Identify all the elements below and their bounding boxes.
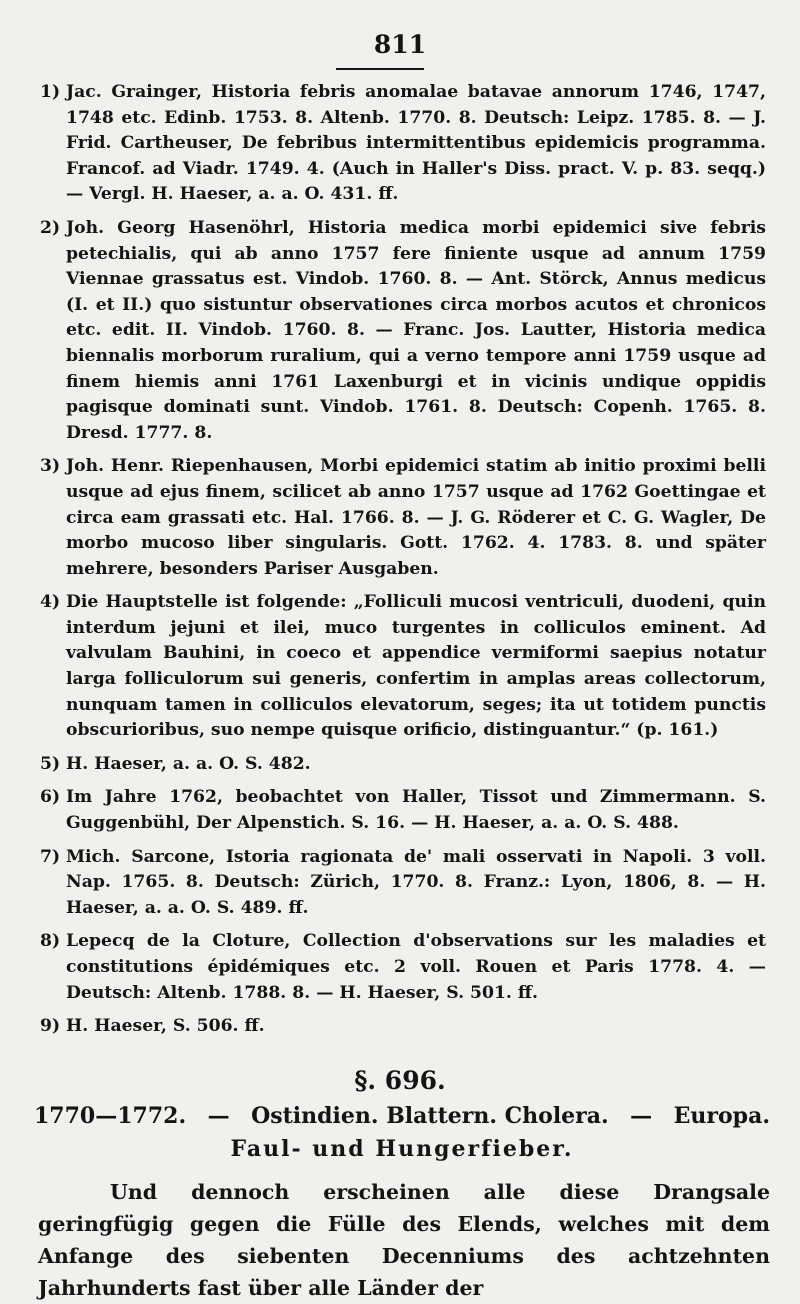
- section-heading: [34, 1100, 770, 1166]
- footnote-number: 8): [40, 931, 61, 952]
- body-paragraph: Und dennoch erscheinen alle diese Drangsale geringfügig gegen die Fülle des Elends, welches mit dem Anfange des siebenten Decenniums des achtzehnten Jahrhunderts fast über alle Länder der: [38, 1180, 770, 1300]
- section-number: §. 696.: [354, 1066, 446, 1095]
- footnote-text: Jac. Grainger, Historia febris anomalae batavae annorum 1746, 1747, 1748 etc. Edinb. 1753. 8. Altenb. 1770. 8. Deutsch: Leipz. 1785. 8. — J. Frid. Cartheuser, De febribus intermittentibus epidemicis programma. Francof. ad Viadr. 1749. 4. (Auch in Haller's Diss. pract. V. p. 83. seqq.) — Vergl. H. Haeser, a. a. O. 431. ff.: [66, 82, 766, 205]
- footnote-text: Joh. Henr. Riepenhausen, Morbi epidemici statim ab initio proximi belli usque ad ejus finem, scilicet ab anno 1757 usque ad 1762 Goettingae et circa eam grassati etc. Hal. 1766. 8. — J. G. Röderer et C. G. Wagler, De morbo mucoso liber singularis. Gott. 1762. 4. 1783. 8. und später mehrere, besonders Pariser Ausgaben.: [66, 456, 766, 579]
- page-number: 811: [373, 30, 427, 59]
- footnote-number: 5): [40, 753, 61, 774]
- footnote-number: 4): [40, 592, 61, 613]
- footnote: [40, 590, 766, 744]
- footnote-text: H. Haeser, S. 506. ff.: [66, 1016, 265, 1037]
- section-subheading: Faul- und Hungerfieber.: [230, 1136, 574, 1162]
- heading-dash: —: [207, 1103, 230, 1129]
- footnote: [40, 845, 766, 922]
- footnote: [40, 752, 766, 778]
- heading-places: Ostindien. Blattern. Cholera.: [251, 1103, 609, 1129]
- footnote-text: Joh. Georg Hasenöhrl, Historia medica morbi epidemici sive febris petechialis, qui ab anno 1757 fere finiente usque ad annum 1759 Viennae grassatus est. Vindob. 1760. 8. — Ant. Störck, Annus medicus (I. et II.) quo sistuntur observationes circa morbos acutos et chronicos etc. edit. II. Vindob. 1760. 8. — Franc. Jos. Lautter, Historia medica biennalis morborum ruralium, qui a verno tempore anni 1759 usque ad finem hiemis anni 1761 Laxenburgi et in vicinis undique oppidis pagisque dominati sunt. Vindob. 1761. 8. Deutsch: Copenh. 1765. 8. Dresd. 1777. 8.: [66, 217, 766, 443]
- footnote: [40, 216, 766, 446]
- footnote-number: 3): [40, 456, 61, 477]
- footnote-text: H. Haeser, a. a. O. S. 482.: [66, 753, 311, 774]
- footnote-text: Mich. Sarcone, Istoria ragionata de' mali osservati in Napoli. 3 voll. Nap. 1765. 8. Deutsch: Zürich, 1770. 8. Franz.: Lyon, 1806, 8. — H. Haeser, a. a. O. S. 489. ff.: [66, 846, 766, 918]
- header-rule: [336, 68, 424, 70]
- footnotes: [40, 80, 766, 1048]
- footnote: [40, 785, 766, 836]
- footnote-number: 1): [40, 82, 61, 102]
- footnote: [40, 80, 766, 208]
- footnote-number: 9): [40, 1016, 61, 1037]
- heading-region: Europa.: [673, 1103, 770, 1129]
- footnote: [40, 1014, 766, 1040]
- section-heading-line: [34, 1100, 770, 1133]
- footnote: [40, 929, 766, 1006]
- footnote-number: 2): [40, 217, 61, 238]
- footnote-text: Lepecq de la Cloture, Collection d'observations sur les maladies et constitutions épidémiques etc. 2 voll. Rouen et Paris 1778. 4. — Deutsch: Altenb. 1788. 8. — H. Haeser, S. 501. ff.: [66, 931, 766, 1003]
- footnote-number: 6): [40, 787, 61, 808]
- footnote-number: 7): [40, 846, 61, 867]
- footnote-text: Die Hauptstelle ist folgende: „Folliculi mucosi ventriculi, duodeni, quin interdum jejuni et ilei, muco turgentes in colliculos eminent. Ad valvulam Bauhini, in coeco et appendice vermiformi saepius notatur larga folliculorum sui generis, confertim in amplas areas collectorum, nunquam tamen in colliculos elevatorum, seges; ita ut totidem punctis obscurioribus, suo nempe quisque orificio, distinguantur.“ (p. 161.): [66, 592, 766, 741]
- footnote-text: Im Jahre 1762, beobachtet von Haller, Tissot und Zimmermann. S. Guggenbühl, Der Alpenstich. S. 16. — H. Haeser, a. a. O. S. 488.: [66, 787, 766, 834]
- heading-years: 1770—1772.: [34, 1103, 187, 1129]
- footnote: [40, 454, 766, 582]
- heading-dash: —: [630, 1103, 653, 1129]
